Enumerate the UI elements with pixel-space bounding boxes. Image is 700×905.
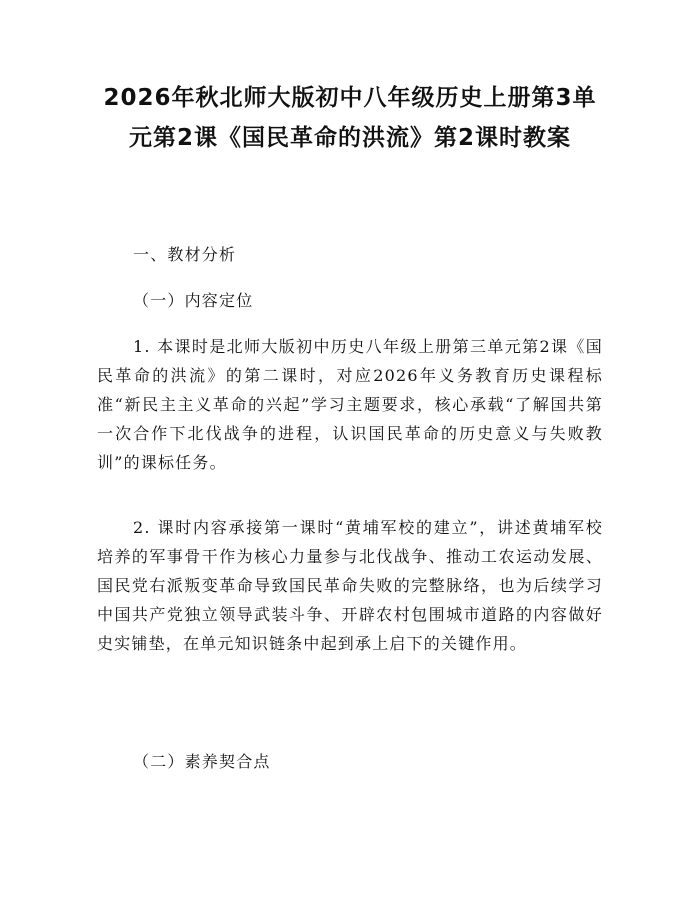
paragraph-2: 2. 课时内容承接第一课时“黄埔军校的建立”，讲述黄埔军校培养的军事骨干作为核心力量参与北伐战争、推动工农运动发展、国民党右派叛变革命导致国民革命失败的完整脉络，也为后续学习中国共产党独立领导武装斗争、开辟农村包围城市道路的内容做好史实铺垫，在单元知识链条中起到承上启下的关键作用。 bbox=[97, 518, 603, 653]
paragraph-1: 1. 本课时是北师大版初中历史八年级上册第三单元第2课《国民革命的洪流》的第二课时，对应2026年义务教育历史课程标准“新民主主义革命的兴起”学习主题要求，核心承载“了解国共第一次合作下北伐战争的进程，认识国民革命的历史意义与失败教训”的课标任务。 bbox=[97, 337, 603, 472]
document-title: 2026年秋北师大版初中八年级历史上册第3单元第2课《国民革命的洪流》第2课时教案 bbox=[103, 85, 597, 151]
subsection-heading-literacy-alignment: （二）素养契合点 bbox=[133, 752, 271, 771]
subsection-heading-content-positioning: （一）内容定位 bbox=[133, 291, 254, 310]
section-heading-textbook-analysis: 一、教材分析 bbox=[133, 245, 237, 264]
